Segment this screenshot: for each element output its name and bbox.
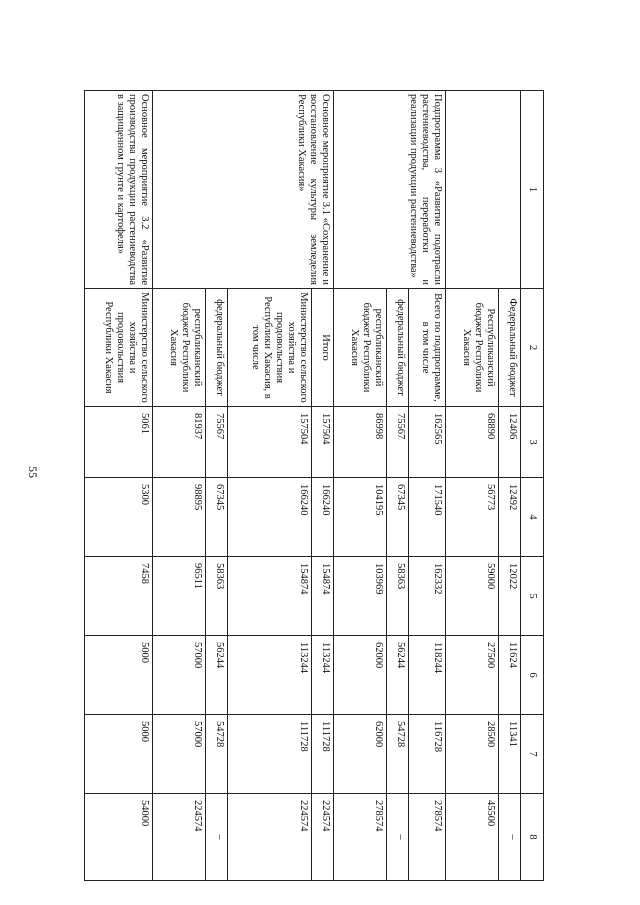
- value-cell: 56244: [206, 636, 228, 715]
- value-cell: 54000: [85, 794, 153, 881]
- value-cell: 57000: [153, 636, 206, 715]
- value-cell: 7458: [85, 557, 153, 636]
- value-cell: 67345: [206, 478, 228, 557]
- value-cell: 62000: [334, 715, 387, 794]
- value-cell: 162332: [408, 557, 445, 636]
- value-cell: –: [386, 794, 408, 881]
- col-header: 5: [521, 557, 544, 636]
- row-label: Основное мероприятие 3.2 «Развитие производства продукции растениеводства в защищенном грунте и картофеля»: [85, 91, 153, 289]
- source-cell: Министерство сельского хозяйства и продовольствия Республики Хакасия, в том числе: [228, 289, 312, 407]
- table-row: [408, 91, 445, 881]
- value-cell: 96511: [153, 557, 206, 636]
- value-cell: 67345: [386, 478, 408, 557]
- value-cell: 81937: [153, 407, 206, 478]
- value-cell: 11341: [499, 715, 521, 794]
- source-cell: федеральный бюджет: [206, 289, 228, 407]
- page-number: 55: [26, 466, 40, 478]
- value-cell: 62000: [334, 636, 387, 715]
- row-label: [446, 91, 521, 289]
- value-cell: 56773: [446, 478, 499, 557]
- col-header: 3: [521, 407, 544, 478]
- value-cell: 166240: [228, 478, 312, 557]
- col-header: 2: [521, 289, 544, 407]
- value-cell: –: [206, 794, 228, 881]
- value-cell: 5000: [85, 636, 153, 715]
- value-cell: 118244: [408, 636, 445, 715]
- value-cell: 68890: [446, 407, 499, 478]
- value-cell: 98895: [153, 478, 206, 557]
- value-cell: 171540: [408, 478, 445, 557]
- table-row: [312, 91, 334, 881]
- table-row: [499, 91, 521, 881]
- value-cell: 224574: [312, 794, 334, 881]
- value-cell: 12406: [499, 407, 521, 478]
- value-cell: 45500: [446, 794, 499, 881]
- value-cell: 166240: [312, 478, 334, 557]
- row-label: Основное мероприятие 3.1 «Сохранение и восстановление культуры земледелия Республики Хакасия»: [153, 91, 334, 289]
- col-header: 1: [521, 91, 544, 289]
- source-cell: федеральный бюджет: [386, 289, 408, 407]
- source-cell: республиканский бюджет Республики Хакасия: [153, 289, 206, 407]
- value-cell: 54728: [386, 715, 408, 794]
- value-cell: 75567: [386, 407, 408, 478]
- value-cell: 224574: [153, 794, 206, 881]
- value-cell: 162565: [408, 407, 445, 478]
- value-cell: 224574: [228, 794, 312, 881]
- value-cell: 12492: [499, 478, 521, 557]
- col-header: 7: [521, 715, 544, 794]
- value-cell: 86998: [334, 407, 387, 478]
- value-cell: 103969: [334, 557, 387, 636]
- col-header: 6: [521, 636, 544, 715]
- budget-table: [84, 90, 544, 881]
- col-header: 8: [521, 794, 544, 881]
- value-cell: 113244: [312, 636, 334, 715]
- value-cell: 157504: [228, 407, 312, 478]
- value-cell: 111728: [228, 715, 312, 794]
- row-label: Подпрограмма 3 «Развитие подотрасли растениеводства, переработки и реализации продукции растениеводства»: [334, 91, 446, 289]
- source-cell: Министерство сельского хозяйства и продовольствия Республики Хакасия: [85, 289, 153, 407]
- value-cell: 58363: [386, 557, 408, 636]
- source-cell: Итого: [312, 289, 334, 407]
- value-cell: 116728: [408, 715, 445, 794]
- value-cell: 113244: [228, 636, 312, 715]
- value-cell: 111728: [312, 715, 334, 794]
- value-cell: 104195: [334, 478, 387, 557]
- value-cell: 75567: [206, 407, 228, 478]
- table-row: [85, 91, 153, 881]
- value-cell: 154874: [228, 557, 312, 636]
- value-cell: 12022: [499, 557, 521, 636]
- source-cell: Всего по подпрограмме, в том числе: [408, 289, 445, 407]
- value-cell: –: [499, 794, 521, 881]
- value-cell: 5300: [85, 478, 153, 557]
- value-cell: 58363: [206, 557, 228, 636]
- col-header: 4: [521, 478, 544, 557]
- value-cell: 54728: [206, 715, 228, 794]
- value-cell: 11624: [499, 636, 521, 715]
- rotated-table-wrapper: [84, 90, 544, 880]
- value-cell: 5061: [85, 407, 153, 478]
- header-row: [521, 91, 544, 881]
- value-cell: 157504: [312, 407, 334, 478]
- value-cell: 5000: [85, 715, 153, 794]
- source-cell: Республиканский бюджет Республики Хакасия: [446, 289, 499, 407]
- value-cell: 28500: [446, 715, 499, 794]
- value-cell: 57000: [153, 715, 206, 794]
- value-cell: 27500: [446, 636, 499, 715]
- value-cell: 56244: [386, 636, 408, 715]
- value-cell: 154874: [312, 557, 334, 636]
- value-cell: 278574: [408, 794, 445, 881]
- source-cell: Федеральный бюджет: [499, 289, 521, 407]
- value-cell: 278574: [334, 794, 387, 881]
- value-cell: 59000: [446, 557, 499, 636]
- source-cell: республиканский бюджет Республики Хакасия: [334, 289, 387, 407]
